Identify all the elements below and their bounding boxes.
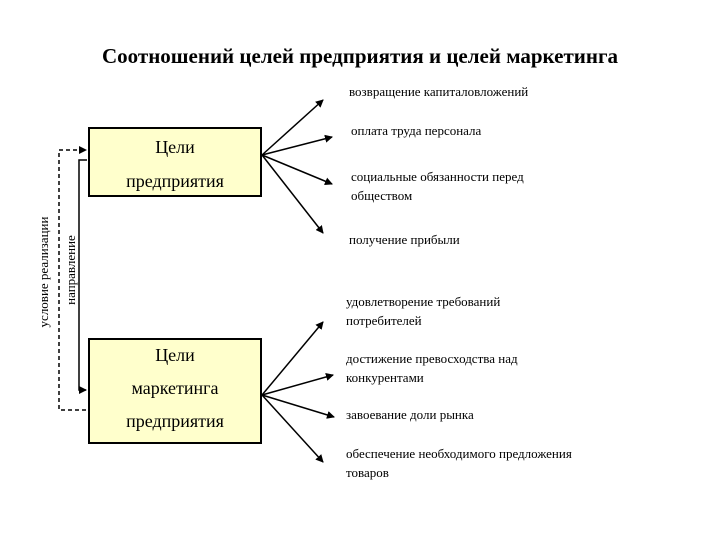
- marketing-box-line-1: Цели: [155, 345, 195, 365]
- direction-label: направление: [63, 235, 78, 305]
- goal-text: потребителей: [346, 313, 422, 328]
- direction-connector: [79, 160, 87, 390]
- goal-text: получение прибыли: [349, 232, 460, 247]
- enterprise-box-line-2: предприятия: [126, 171, 224, 191]
- goal-item: [351, 167, 524, 205]
- marketing-goal-item: [346, 405, 474, 424]
- goal-item: [351, 121, 481, 140]
- goal-text: конкурентами: [346, 370, 424, 385]
- arrow-to-mgoal-1: [262, 322, 323, 395]
- goal-text: достижение превосходства над: [346, 351, 518, 366]
- enterprise-box-line-1: Цели: [155, 137, 195, 157]
- goal-text: товаров: [346, 465, 389, 480]
- goal-text: завоевание доли рынка: [346, 407, 474, 422]
- goal-text: обеспечение необходимого предложения: [346, 446, 572, 461]
- enterprise-goals-box: [88, 127, 262, 197]
- condition-label: условие реализации: [36, 216, 51, 328]
- goal-text: обществом: [351, 188, 413, 203]
- goal-item: [349, 82, 528, 101]
- goal-text: социальные обязанности перед: [351, 169, 524, 184]
- goal-item: [349, 230, 460, 249]
- marketing-goals-box: [88, 338, 262, 444]
- page-title: Соотношений целей предприятия и целей маркетинга: [102, 44, 618, 68]
- goal-text: удовлетворение требований: [346, 294, 501, 309]
- goal-text: оплата труда персонала: [351, 123, 482, 138]
- marketing-goal-item: [346, 444, 572, 482]
- marketing-box-line-3: предприятия: [126, 411, 224, 431]
- arrow-to-mgoal-2: [262, 375, 333, 395]
- arrow-to-goal-4: [262, 155, 323, 233]
- marketing-box-line-2: маркетинга: [131, 378, 219, 398]
- marketing-goal-item: [346, 349, 518, 387]
- marketing-goal-item: [346, 292, 500, 330]
- goal-text: возвращение капиталовложений: [349, 84, 529, 99]
